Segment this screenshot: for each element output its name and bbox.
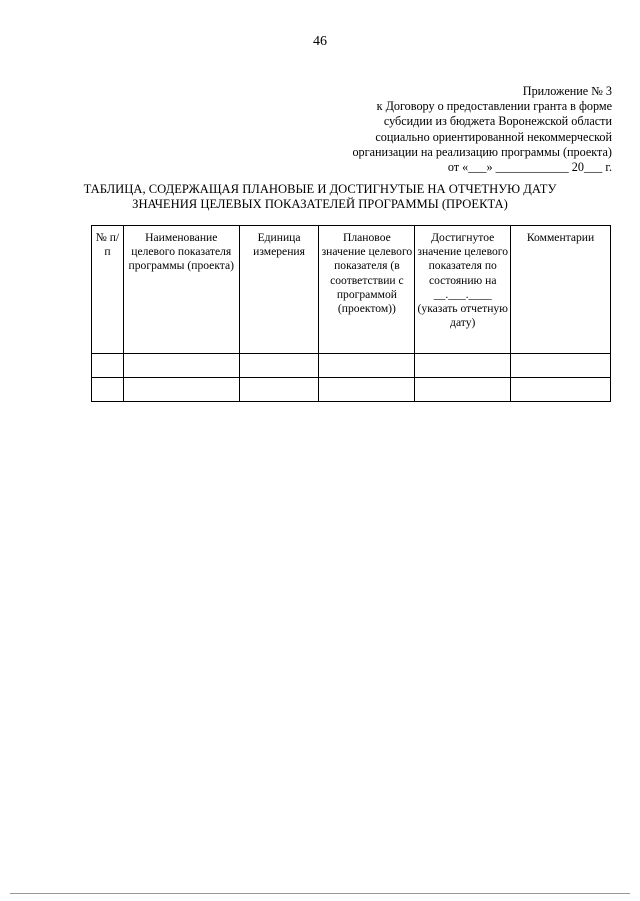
appendix-line: к Договору о предоставлении гранта в форме — [376, 99, 612, 114]
table-cell — [123, 378, 239, 402]
table-cell — [92, 378, 124, 402]
table-title — [0, 182, 640, 212]
table-cell — [319, 354, 415, 378]
table-cell — [239, 354, 319, 378]
table-cell — [123, 354, 239, 378]
table-cell — [415, 354, 511, 378]
table-cell — [511, 354, 611, 378]
appendix-line: субсидии из бюджета Воронежской области — [383, 114, 612, 129]
appendix-line: организации на реализацию программы (проекта) — [352, 144, 612, 159]
table-title-line: ТАБЛИЦА, СОДЕРЖАЩАЯ ПЛАНОВЫЕ И ДОСТИГНУТЫЕ НА ОТЧЕТНУЮ ДАТУ — [83, 182, 557, 196]
appendix-line: социально ориентированной некоммерческой — [375, 129, 612, 144]
header-planned-value: Плановое значение целевого показателя (в соответствии с программой (проектом)) — [319, 226, 415, 354]
table-cell — [239, 378, 319, 402]
appendix-line: Приложение № 3 — [522, 84, 612, 98]
appendix-block — [312, 84, 612, 175]
page-number: 46 — [313, 34, 327, 49]
indicators-table — [91, 225, 611, 402]
table-header-row — [92, 226, 611, 354]
header-unit: Единица измерения — [239, 226, 319, 354]
header-number: № п/п — [92, 226, 124, 354]
header-achieved-value: Достигнутое значение целевого показателя по состоянию на __.___.____ (указать отчетную дату) — [415, 226, 511, 354]
table-title-line: ЗНАЧЕНИЯ ЦЕЛЕВЫХ ПОКАЗАТЕЛЕЙ ПРОГРАММЫ (ПРОЕКТА) — [132, 197, 508, 211]
table-cell — [92, 354, 124, 378]
header-indicator-name: Наименование целевого показателя программы (проекта) — [123, 226, 239, 354]
table-cell — [319, 378, 415, 402]
table-cell — [415, 378, 511, 402]
table-row — [92, 354, 611, 378]
table-row — [92, 378, 611, 402]
header-comments: Комментарии — [511, 226, 611, 354]
table-cell — [511, 378, 611, 402]
footer-divider — [10, 893, 630, 894]
appendix-line: от «___» ____________ 20___ г. — [447, 160, 612, 175]
